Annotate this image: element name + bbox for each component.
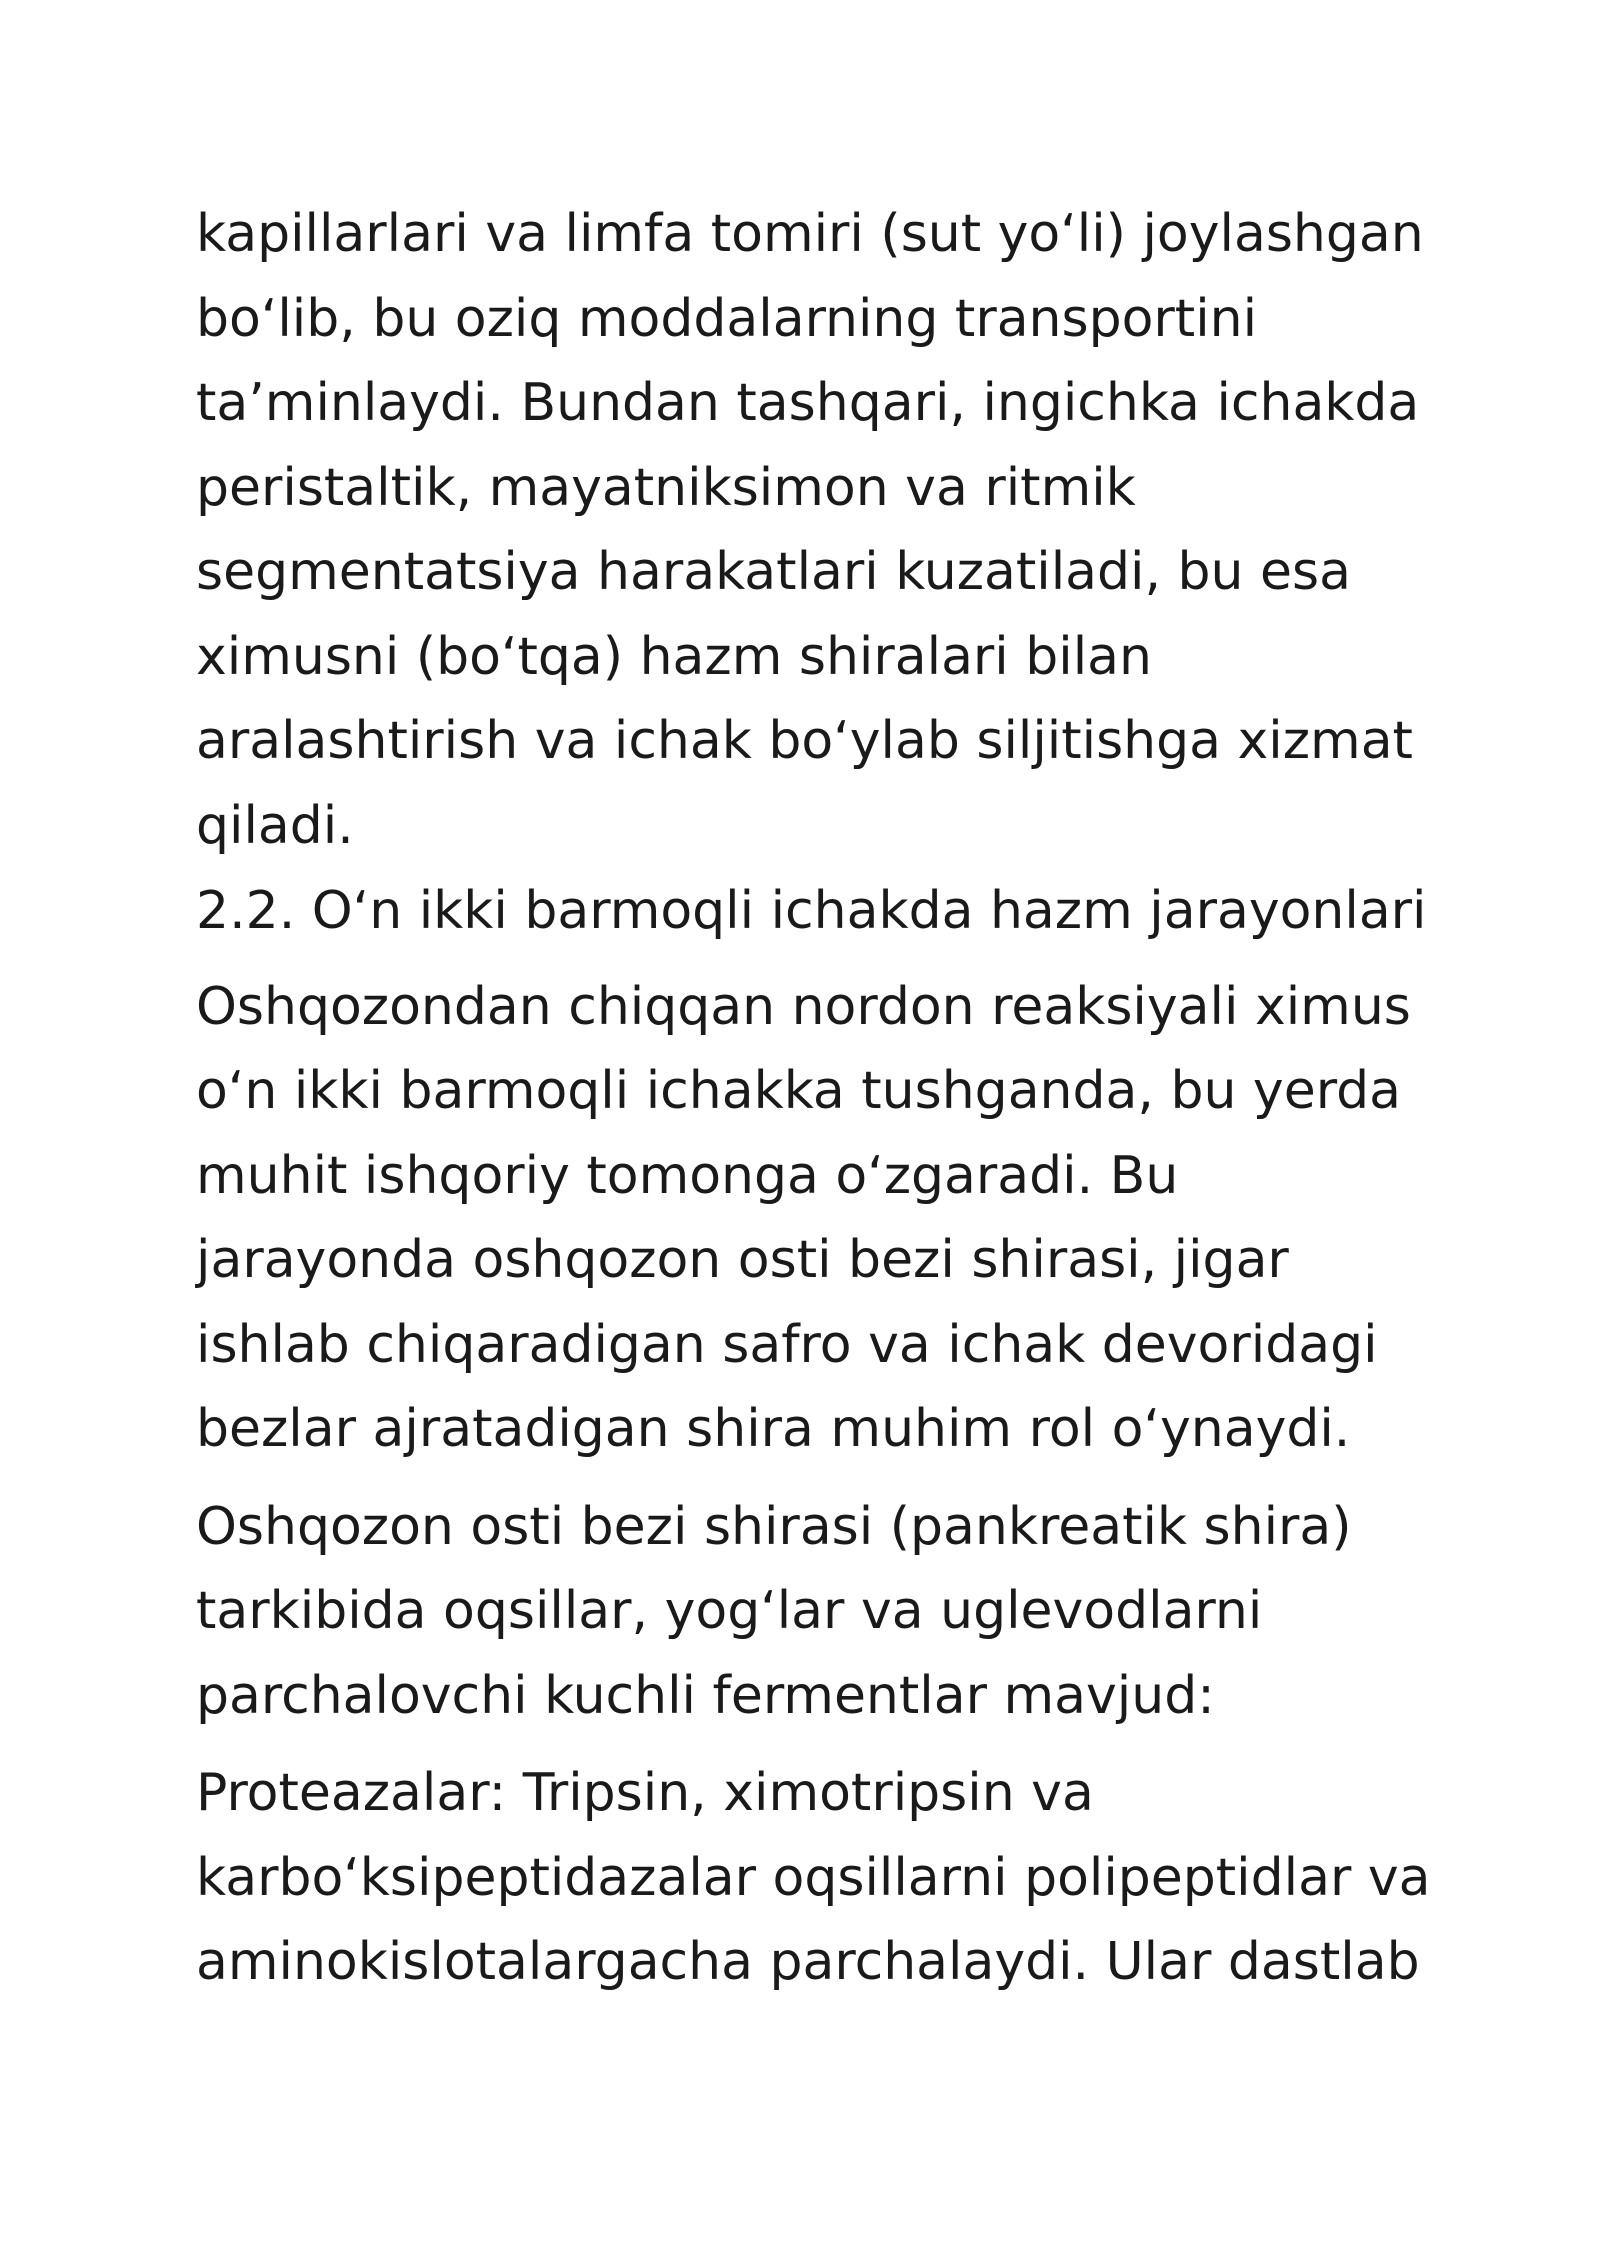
section-heading: 2.2. O‘n ikki barmoqli ichakda hazm jarayonlari bbox=[196, 881, 1427, 941]
body-paragraph: kapillarlari va limfa tomiri (sut yo‘li) joylashgan bo‘lib, bu oziq moddalarning transportini ta’minlaydi. Bundan tashqari, ingichka ichakda peristaltik, mayatniksimon va ritmik segmentatsiya harakatlari kuzatiladi, bu esa ximusni (bo‘tqa) hazm shiralari bilan aralashtirish va ichak bo‘ylab siljitishga xizmat qiladi. bbox=[196, 204, 1424, 856]
body-paragraph: Proteazalar: Tripsin, ximotripsin va karbo‘ksipeptidazalar oqsillarni polipeptidlar va aminokislotalargacha parchalaydi. Ular dastlab bbox=[196, 1763, 1431, 1992]
body-paragraph: Oshqozon osti bezi shirasi (pankreatik shira) tarkibida oqsillar, yog‘lar va uglevodlarni parchalovchi kuchli fermentlar mavjud: bbox=[196, 1496, 1352, 1726]
document-page bbox=[196, 192, 1456, 2005]
body-paragraph: Oshqozondan chiqqan nordon reaksiyali ximus o‘n ikki barmoqli ichakka tushganda, bu yerda muhit ishqoriy tomonga o‘zgaradi. Bu jarayonda oshqozon osti bezi shirasi, jigar ishlab chiqaradigan safro va ichak devoridagi bezlar ajratadigan shira muhim rol o‘ynaydi. bbox=[196, 976, 1411, 1459]
